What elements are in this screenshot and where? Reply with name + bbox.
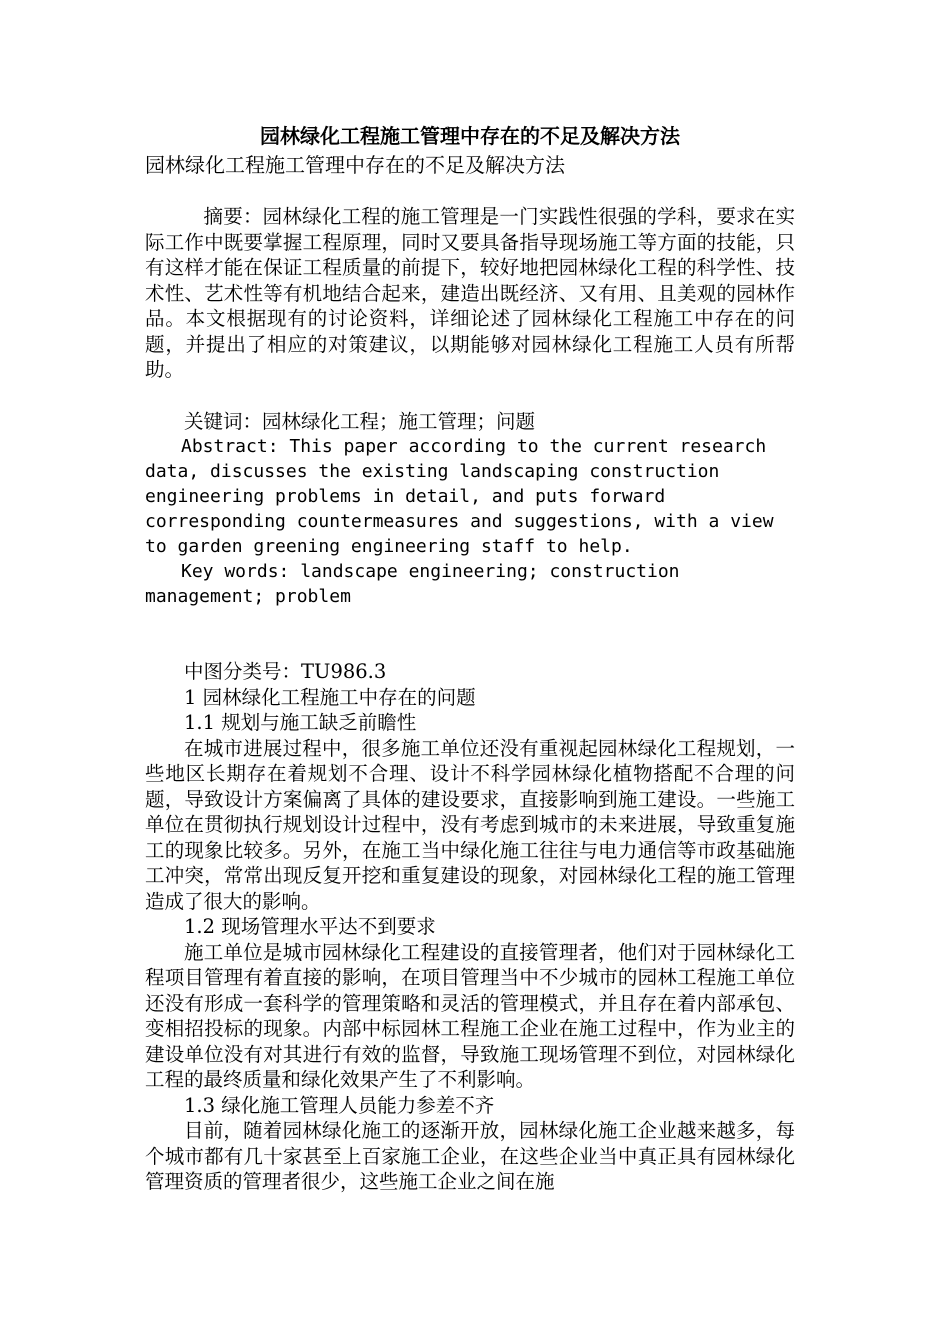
page-subtitle: 园林绿化工程施工管理中存在的不足及解决方法: [145, 153, 565, 177]
subsection-body: 施工单位是城市园林绿化工程建设的直接管理者，他们对于园林绿化工程项目管理有着直接的影响，在项目管理当中不少城市的园林工程施工单位还没有形成一套科学的管理策略和灵活的管理模式，并且存在着内部承包、变相招投标的现象。内部中标园林工程施工企业在施工过程中，作为业主的建设单位没有对其进行有效的监督，导致施工现场管理不到位，对园林绿化工程的最终质量和绿化效果产生了不利影响。: [145, 940, 795, 1091]
subsection-heading: 1.3 绿化施工管理人员能力参差不齐: [184, 1093, 495, 1117]
document-body: [145, 120, 795, 1195]
keywords-en: Key words: landscape engineering; construction management; problem: [145, 561, 680, 607]
spacer: [145, 609, 795, 659]
spacer: [145, 383, 795, 409]
subsection-body: 目前，随着园林绿化施工的逐渐开放，园林绿化施工企业越来越多，每个城市都有几十家甚至上百家施工企业，在这些企业当中真正具有园林绿化管理资质的管理者很少，这些施工企业之间在施: [145, 1119, 795, 1193]
classification-number: 中图分类号：TU986.3: [184, 660, 387, 683]
subsection-heading: 1.2 现场管理水平达不到要求: [184, 915, 436, 938]
keywords-cn: 关键词：园林绿化工程；施工管理；问题: [184, 409, 536, 433]
abstract-cn: 摘要：园林绿化工程的施工管理是一门实践性很强的学科，要求在实际工作中既要掌握工程原理，同时又要具备指导现场施工等方面的技能，只有这样才能在保证工程质量的前提下，较好地把园林绿化工程的科学性、技术性、艺术性等有机地结合起来，建造出既经济、又有用、且美观的园林作品。本文根据现有的讨论资料，详细论述了园林绿化工程施工中存在的问题，并提出了相应的对策建议，以期能够对园林绿化工程施工人员有所帮助。: [145, 205, 795, 381]
section-heading: 1 园林绿化工程施工中存在的问题: [184, 685, 476, 709]
page-title: 园林绿化工程施工管理中存在的不足及解决方法: [260, 124, 680, 148]
subsection-heading: 1.1 规划与施工缺乏前瞻性: [184, 711, 417, 734]
subsection-body: 在城市进展过程中，很多施工单位还没有重视起园林绿化工程规划，一些地区长期存在着规划不合理、设计不科学园林绿化植物搭配不合理的问题，导致设计方案偏离了具体的建设要求，直接影响到施工建设。一些施工单位在贯彻执行规划设计过程中，没有考虑到城市的未来进展，导致重复施工的现象比较多。另外，在施工当中绿化施工往往与电力通信等市政基础施工冲突，常常出现反复开挖和重复建设的现象，对园林绿化工程的施工管理造成了很大的影响。: [145, 736, 795, 913]
abstract-en: Abstract: This paper according to the current research data, discusses the existing landscaping construction engineering problems in detail, and puts forward corresponding countermeasures and suggestions, with a view to garden greening engineering staff to help.: [145, 436, 774, 557]
